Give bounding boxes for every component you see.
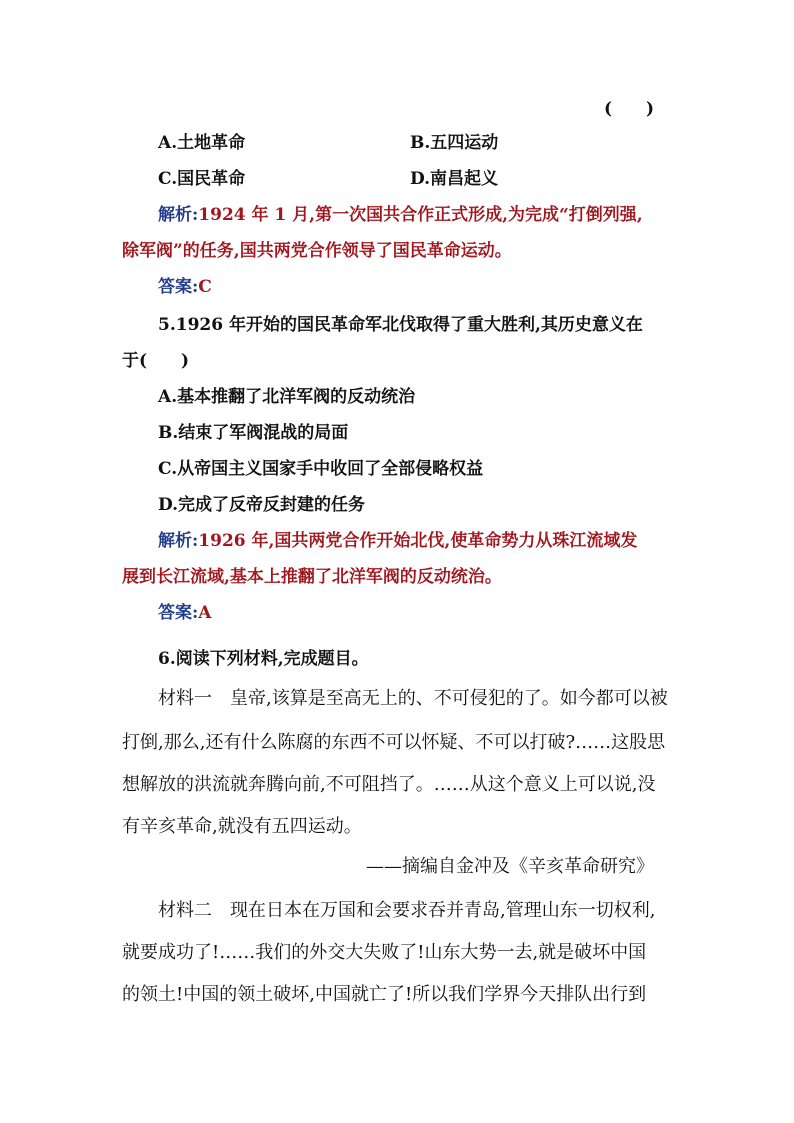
- option-b: B.五四运动: [410, 133, 499, 153]
- answer-value: C: [198, 277, 212, 297]
- option-a: A.土地革命: [158, 133, 246, 153]
- material-one-line: 材料一 皇帝,该算是至高无上的、不可侵犯的了。如今都可以被: [158, 688, 668, 709]
- option-b: B.结束了军阀混战的局面: [158, 423, 349, 443]
- analysis-label: 解析:: [158, 531, 199, 551]
- material-two-line: 材料二 现在日本在万国和会要求吞并青岛,管理山东一切权利,: [158, 900, 656, 921]
- question-stem: 6.阅读下列材料,完成题目。: [158, 649, 369, 669]
- analysis-paragraph: [158, 204, 643, 226]
- material-two-line: 就要成功了!……我们的外交大失败了!山东大势一去,就是破坏中国: [122, 942, 647, 963]
- answer-line: [158, 276, 212, 298]
- analysis-text-cont: 展到长江流域,基本上推翻了北洋军阀的反动统治。: [122, 567, 502, 587]
- answer-line: [158, 602, 211, 624]
- answer-label: 答案:: [158, 603, 199, 623]
- question-stem: 5.1926 年开始的国民革命军北伐取得了重大胜利,其历史意义在: [158, 315, 643, 335]
- option-d: D.完成了反帝反封建的任务: [158, 495, 366, 515]
- question-stem-cont: 于( ): [122, 351, 190, 371]
- analysis-text: 1926 年,国共两党合作开始北伐,使革命势力从珠江流域发: [198, 531, 638, 551]
- answer-parentheses: ( ): [604, 99, 655, 119]
- material-two-line: 的领土!中国的领土破坏,中国就亡了!所以我们学界今天排队出行到: [122, 984, 647, 1005]
- analysis-label: 解析:: [158, 205, 199, 225]
- analysis-text-cont: 除军阀”的任务,国共两党合作领导了国民革命运动。: [122, 241, 512, 261]
- material-one-line: 打倒,那么,还有什么陈腐的东西不可以怀疑、不可以打破?……这股思: [122, 732, 666, 753]
- option-c: C.从帝国主义国家手中收回了全部侵略权益: [158, 459, 484, 479]
- material-one-source: ——摘编自金冲及《辛亥革命研究》: [366, 856, 654, 877]
- option-c: C.国民革命: [158, 169, 246, 189]
- analysis-paragraph: [158, 530, 637, 552]
- answer-label: 答案:: [158, 277, 199, 297]
- answer-value: A: [198, 603, 212, 623]
- analysis-text: 1924 年 1 月,第一次国共合作正式形成,为完成“打倒列强,: [198, 205, 643, 225]
- option-a: A.基本推翻了北洋军阀的反动统治: [158, 387, 416, 407]
- material-one-line: 有辛亥革命,就没有五四运动。: [122, 816, 362, 837]
- material-one-line: 想解放的洪流就奔腾向前,不可阻挡了。……从这个意义上可以说,没: [122, 774, 656, 795]
- option-d: D.南昌起义: [410, 169, 499, 189]
